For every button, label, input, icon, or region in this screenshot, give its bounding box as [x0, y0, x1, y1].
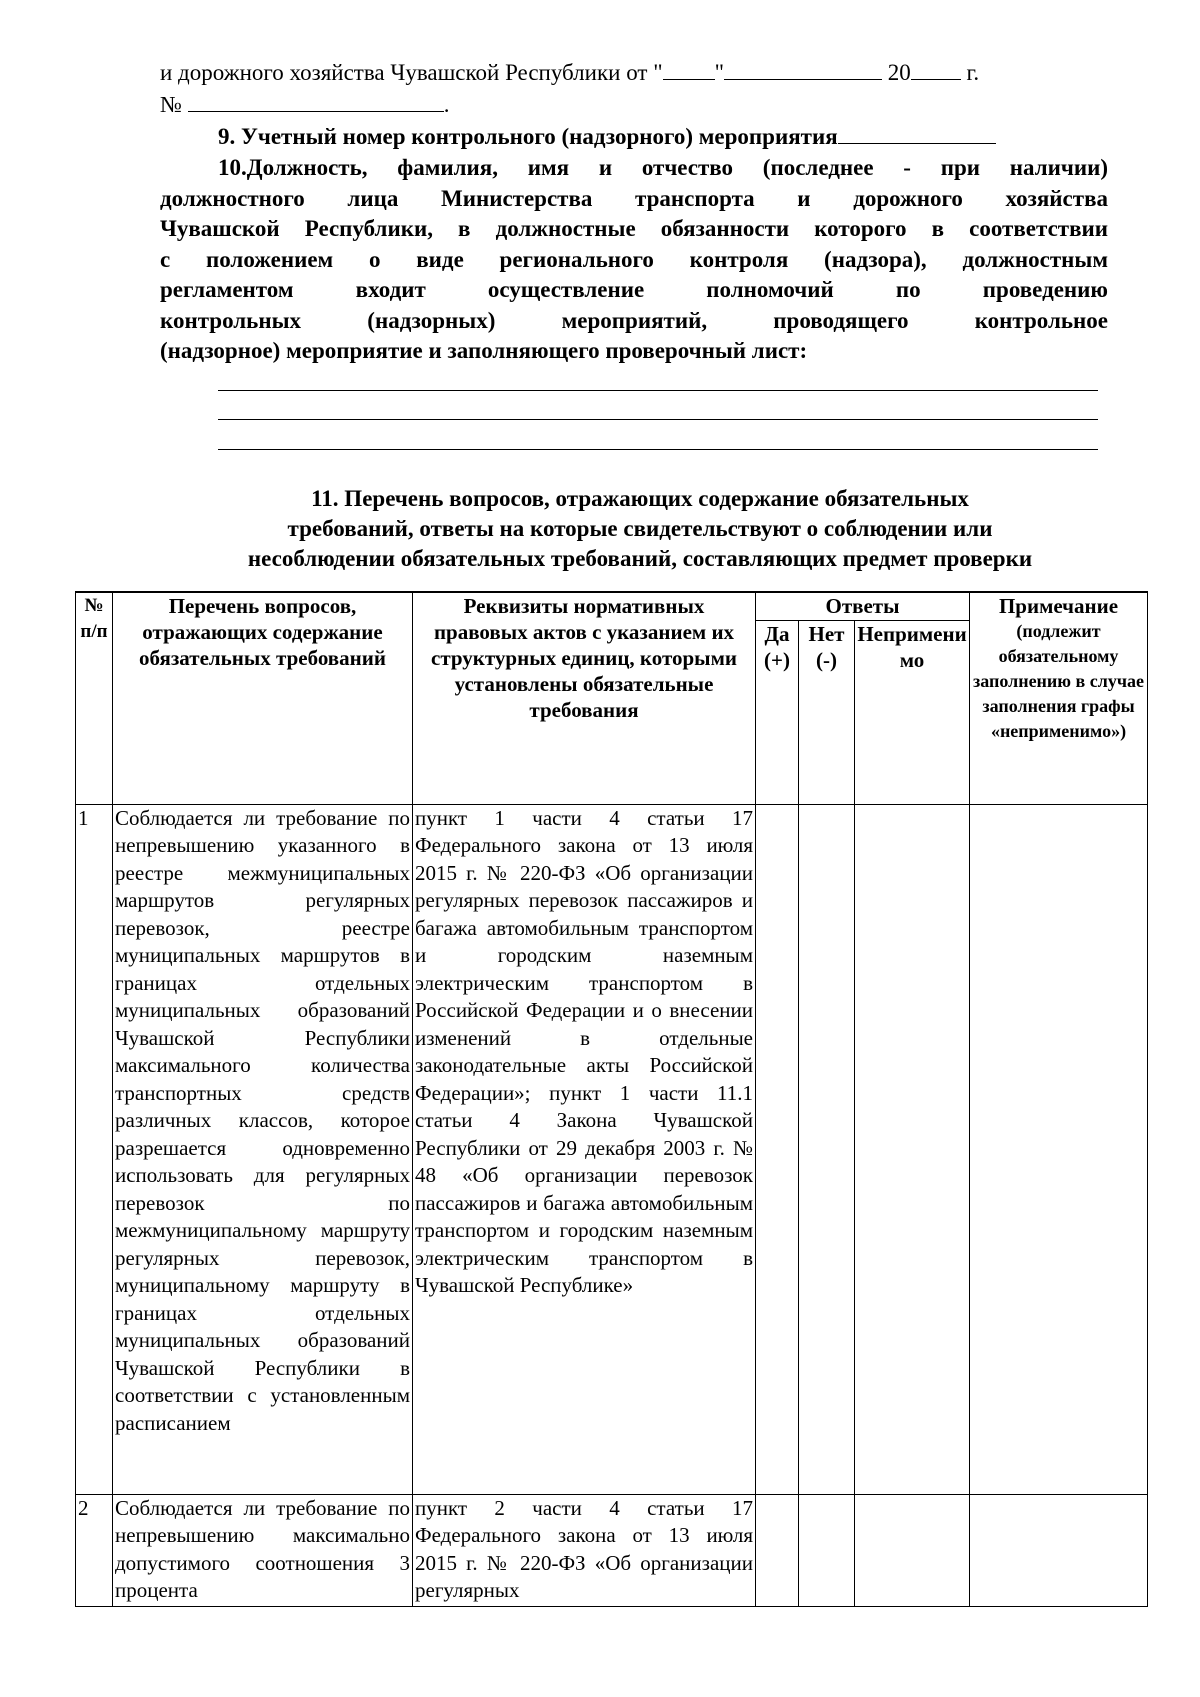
item-10-line: с положением о виде регионального контроля (надзора), должностным	[160, 246, 1108, 272]
official-name-line[interactable]	[218, 390, 1098, 391]
item-9: 9. Учетный номер контрольного (надзорного) мероприятия	[218, 124, 996, 150]
record-number-blank[interactable]	[838, 142, 996, 144]
row-number: 2	[76, 1494, 113, 1606]
answer-yes-cell[interactable]	[756, 804, 799, 1494]
item-10-line: Чувашской Республики, в должностные обязанности которого в соответствии	[160, 216, 1108, 241]
row-requisites: пункт 1 части 4 статьи 17 Федерального закона от 13 июля 2015 г. № 220-ФЗ «Об организации регулярных перевозок пассажиров и багажа автомобильным транспортом и городским наземным электрическим транспортом в Российской Федерации и о внесении изменений в отдельные законодательные акты Российской Федерации»; пункт 1 части 11.1 статьи 4 Закона Чувашской Республики от 29 декабря 2003 г. № 48 «Об организации перевозок пассажиров и багажа автомобильным транспортом и городским наземным электрическим транспортом в Чувашской Республике»	[413, 804, 756, 1494]
answer-yes-cell[interactable]	[756, 1494, 799, 1606]
table-row	[76, 1494, 1148, 1606]
note-cell[interactable]	[970, 1494, 1148, 1606]
header-line-2: № .	[160, 92, 450, 117]
answer-no-cell[interactable]	[799, 804, 855, 1494]
header-note-sub: (подлежит обязательному заполнению в случае заполнения графы «неприменимо»)	[972, 621, 1145, 741]
month-blank[interactable]	[724, 78, 882, 80]
order-number-blank[interactable]	[188, 110, 444, 112]
checklist-table	[75, 591, 1148, 1607]
answer-na-cell[interactable]	[855, 1494, 970, 1606]
header-questions: Перечень вопросов, отражающих содержание обязательных требований	[113, 592, 413, 804]
item-10	[160, 153, 1108, 367]
row-question: Соблюдается ли требование по непревышению указанного в реестре межмуниципальных маршрутов регулярных перевозок, реестре муниципальных маршрутов в границах отдельных муниципальных образований Чувашской Республики максимального количества транспортных средств различных классов, которое разрешается одновременно использовать для регулярных перевозок по межмуниципальному маршруту регулярных перевозок, муниципальному маршруту в границах отдельных муниципальных образований Чувашской Республики в соответствии с установленным расписанием	[113, 804, 413, 1494]
official-name-line[interactable]	[218, 419, 1098, 420]
item-10-line: 10.Должность, фамилия, имя и отчество (последнее - при наличии)	[218, 155, 1108, 180]
header-yes: Да (+)	[756, 620, 799, 804]
year-blank[interactable]	[911, 78, 961, 80]
answer-na-cell[interactable]	[855, 804, 970, 1494]
item-10-line: (надзорное) мероприятие и заполняющего проверочный лист:	[160, 338, 808, 363]
official-name-line[interactable]	[218, 449, 1098, 450]
row-number: 1	[76, 804, 113, 1494]
header-no: Нет (-)	[799, 620, 855, 804]
header-line-1: и дорожного хозяйства Чувашской Республики от " " 20 г.	[160, 60, 980, 85]
section-11-title: 11. Перечень вопросов, отражающих содержание обязательных требований, ответы на которые свидетельствуют о соблюдении или несоблюдении обязательных требований, составляющих предмет проверки	[247, 486, 1033, 571]
table-row	[76, 804, 1148, 1494]
item-10-line: регламентом входит осуществление полномочий по проведению	[160, 277, 1108, 302]
row-requisites: пункт 2 части 4 статьи 17 Федерального закона от 13 июля 2015 г. № 220-ФЗ «Об организации регулярных	[413, 1494, 756, 1606]
day-blank[interactable]	[663, 78, 715, 80]
item-10-line: должностного лица Министерства транспорта и дорожного хозяйства	[160, 185, 1108, 211]
row-question: Соблюдается ли требование по непревышению максимально допустимого соотношения 3 процента	[113, 1494, 413, 1606]
note-cell[interactable]	[970, 804, 1148, 1494]
header-note: Примечание (подлежит обязательному заполнению в случае заполнения графы «неприменимо»)	[970, 592, 1148, 804]
item-10-line: контрольных (надзорных) мероприятий, проводящего контрольное	[160, 307, 1108, 333]
header-num: № п/п	[76, 592, 113, 804]
header-na: Неприменимо	[855, 620, 970, 804]
answer-no-cell[interactable]	[799, 1494, 855, 1606]
header-text: и дорожного хозяйства Чувашской Республики от "	[160, 60, 663, 85]
header-answers: Ответы	[756, 592, 970, 620]
header-requisites: Реквизиты нормативных правовых актов с указанием их структурных единиц, которыми установлены обязательные требования	[413, 592, 756, 804]
